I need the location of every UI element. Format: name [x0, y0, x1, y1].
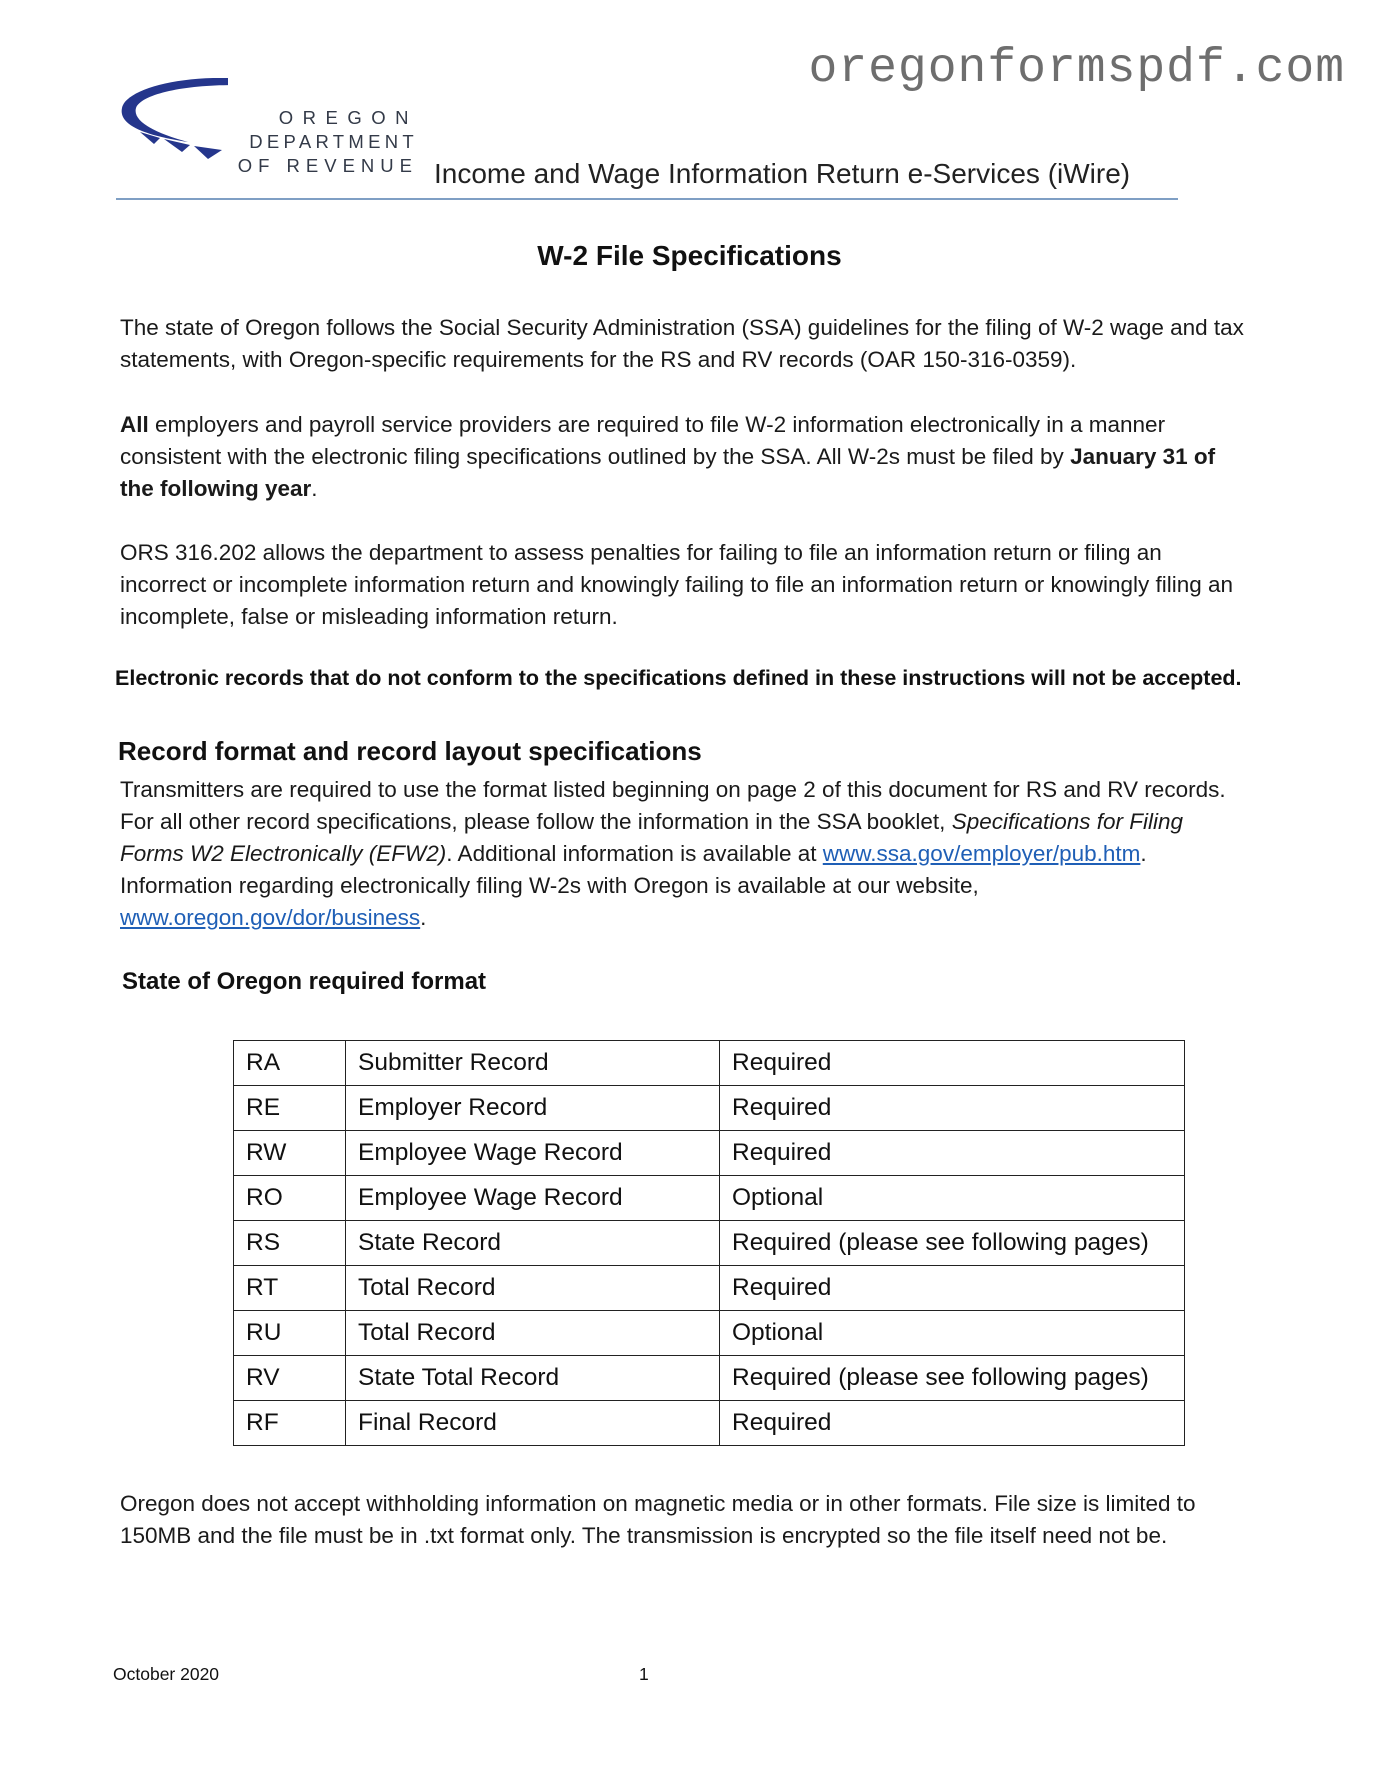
record-status-cell: Required [720, 1131, 1185, 1176]
oregon-dor-link[interactable]: www.oregon.gov/dor/business [120, 905, 421, 930]
record-status-cell: Required (please see following pages) [720, 1356, 1185, 1401]
record-status-cell: Required (please see following pages) [720, 1221, 1185, 1266]
header-title: Income and Wage Information Return e-Services (iWire) [434, 158, 1131, 189]
record-code-cell: RE [234, 1086, 346, 1131]
record-name-cell: State Record [346, 1221, 720, 1266]
logo-text-revenue: OF REVENUE [237, 155, 418, 176]
record-name-cell: Total Record [346, 1266, 720, 1311]
header-divider [116, 198, 1178, 200]
record-name-cell: Employer Record [346, 1086, 720, 1131]
record-text-d: . [420, 905, 427, 930]
record-name-cell: Employee Wage Record [346, 1131, 720, 1176]
record-code-cell: RT [234, 1266, 346, 1311]
record-status-cell: Required [720, 1041, 1185, 1086]
deadline-emphasis: January 31 of the following year [120, 444, 1216, 501]
p2-period: . [311, 476, 318, 501]
record-code-cell: RV [234, 1356, 346, 1401]
table-row [234, 1311, 1185, 1356]
closing-paragraph: Oregon does not accept withholding information on magnetic media or in other formats. File size is limited to 150MB and the file must be in .txt format only. The transmission is encrypted so the file itself need not be. [120, 1491, 1196, 1548]
record-name-cell: Submitter Record [346, 1041, 720, 1086]
record-format-table [233, 1040, 1185, 1446]
record-text-c: . Information regarding electronically filing W-2s with Oregon is available at our website, [120, 841, 1147, 898]
record-status-cell: Required [720, 1401, 1185, 1446]
document-title: W-2 File Specifications [537, 240, 842, 271]
footer-date: October 2020 [113, 1664, 220, 1684]
record-status-cell: Required [720, 1266, 1185, 1311]
watermark-text: oregonformspdf.com [808, 42, 1345, 96]
p2-text: employers and payroll service providers are required to file W-2 information electronically in a manner consistent with the electronic filing specifications outlined by the SSA. All W-2s must be filed by [120, 412, 1166, 469]
logo-swoosh-icon [118, 78, 228, 182]
record-code-cell: RS [234, 1221, 346, 1266]
record-code-cell: RA [234, 1041, 346, 1086]
record-status-cell: Required [720, 1086, 1185, 1131]
table-row [234, 1086, 1185, 1131]
record-code-cell: RO [234, 1176, 346, 1221]
record-status-cell: Optional [720, 1176, 1185, 1221]
emphasis-all: All [120, 412, 149, 437]
record-code-cell: RF [234, 1401, 346, 1446]
record-text-a: Transmitters are required to use the format listed beginning on page 2 of this document for RS and RV records. For all other record specifications, please follow the information in the SSA booklet, [120, 777, 1226, 834]
ssa-booklet-title: Specifications for Filing Forms W2 Electronically (EFW2) [120, 809, 1184, 866]
record-code-cell: RW [234, 1131, 346, 1176]
record-text-b: . Additional information is available at [446, 841, 823, 866]
intro-paragraph-3: ORS 316.202 allows the department to assess penalties for failing to file an information return or filing an incorrect or incomplete information return and knowingly failing to file an information return or knowingly filing an incomplete, false or misleading information return. [120, 540, 1234, 629]
record-format-heading: Record format and record layout specifications [118, 736, 702, 766]
table-row [234, 1041, 1185, 1086]
page-number: 1 [639, 1664, 649, 1684]
oregon-dor-logo [118, 78, 418, 182]
ssa-link[interactable]: www.ssa.gov/employer/pub.htm [822, 841, 1141, 866]
table-row [234, 1131, 1185, 1176]
record-name-cell: State Total Record [346, 1356, 720, 1401]
record-name-cell: Final Record [346, 1401, 720, 1446]
record-status-cell: Optional [720, 1311, 1185, 1356]
table-row [234, 1221, 1185, 1266]
record-name-cell: Employee Wage Record [346, 1176, 720, 1221]
required-format-heading: State of Oregon required format [122, 968, 487, 995]
record-code-cell: RU [234, 1311, 346, 1356]
table-row [234, 1356, 1185, 1401]
logo-text-oregon: OREGON [278, 107, 418, 128]
table-row [234, 1266, 1185, 1311]
record-name-cell: Total Record [346, 1311, 720, 1356]
table-row [234, 1401, 1185, 1446]
record-format-paragraph [120, 774, 1250, 934]
table-row [234, 1176, 1185, 1221]
conformance-warning: Electronic records that do not conform to the specifications defined in these instructions will not be accepted. [115, 666, 1242, 690]
intro-paragraph-2 [120, 409, 1250, 505]
logo-text-department: DEPARTMENT [249, 131, 418, 152]
intro-paragraph-1: The state of Oregon follows the Social Security Administration (SSA) guidelines for the filing of W-2 wage and tax statements, with Oregon-specific requirements for the RS and RV records (OAR 150-316-0359). [120, 315, 1244, 372]
